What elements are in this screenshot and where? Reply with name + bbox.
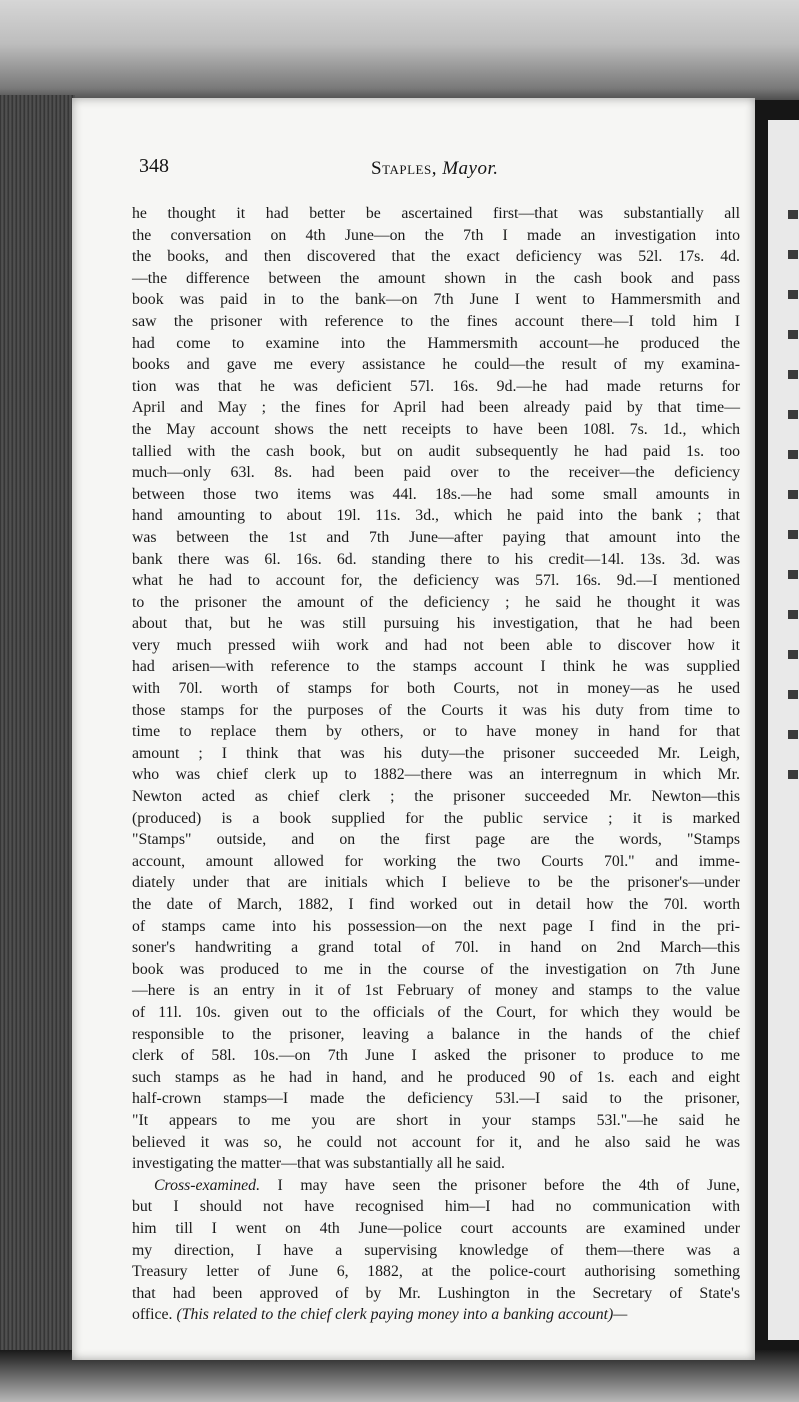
- cross-examined-lead: Cross-examined.: [154, 1176, 261, 1194]
- header-name: Staples,: [371, 158, 437, 179]
- text-line: to the prisoner the amount of the deficiency ; he said he thought it was: [132, 593, 740, 611]
- cross-examination-lines: [132, 1196, 740, 1304]
- cross-examination-paragraph: [132, 1175, 740, 1326]
- text-line: believed it was so, he could not account for it, and he also said he was: [132, 1133, 740, 1151]
- text-line: book was paid in to the bank—on 7th June I went to Hammersmith and: [132, 291, 740, 309]
- page-header: [139, 155, 729, 187]
- facing-page-fragment: [768, 120, 799, 1340]
- page-number: 348: [139, 155, 169, 177]
- text-line: book was produced to me in the course of the investigation on 7th June: [132, 960, 740, 978]
- text-line: my direction, I have a supervising knowledge of them—there was a: [132, 1241, 740, 1259]
- text-line: soner's handwriting a grand total of 70l. in hand on 2nd March—this: [132, 939, 740, 957]
- text-line: —the difference between the amount shown in the cash book and pass: [132, 269, 740, 287]
- book-page-edges-left: [0, 95, 75, 1365]
- text-line: the May account shows the nett receipts to have been 108l. 7s. 1d., which: [132, 420, 740, 438]
- text-line: "It appears to me you are short in your stamps 53l."—he said he: [132, 1111, 740, 1129]
- text-line: much—only 63l. 8s. had been paid over to the receiver—the deficiency: [132, 464, 740, 482]
- text-line: very much pressed wiih work and had not been able to discover how it: [132, 636, 740, 654]
- running-head: [371, 158, 499, 180]
- text-line: half-crown stamps—I made the deficiency 53l.—I said to the prisoner,: [132, 1090, 740, 1108]
- text-line: those stamps for the purposes of the Courts it was his duty from time to: [132, 701, 740, 719]
- text-line: the date of March, 1882, I find worked out in detail how the 70l. worth: [132, 896, 740, 913]
- text-line: that had been approved of by Mr. Lushington in the Secretary of State's: [132, 1284, 740, 1302]
- text-line: Treasury letter of June 6, 1882, at the police-court authorising something: [132, 1263, 740, 1281]
- text-line: diately under that are initials which I believe to be the prisoner's—under: [132, 874, 740, 892]
- final-text: office.: [132, 1306, 177, 1324]
- page-body: [132, 203, 740, 1326]
- testimony-paragraph: [132, 203, 740, 1175]
- text-line: April and May ; the fines for April had been already paid by that time—: [132, 399, 740, 417]
- text-line-rest: I may have seen the prisoner before the 4th of June,: [260, 1176, 740, 1194]
- text-line: tallied with the cash book, but on audit subsequently he had paid 1s. too: [132, 442, 740, 460]
- header-role: Mayor.: [442, 158, 499, 179]
- text-line: such stamps as he had in hand, and he produced 90 of 1s. each and eight: [132, 1068, 740, 1086]
- text-line: the books, and then discovered that the exact deficiency was 52l. 17s. 4d.: [132, 248, 740, 266]
- text-line: was between the 1st and 7th June—after paying that amount into the: [132, 528, 740, 546]
- text-line: investigating the matter—that was substantially all he said.: [132, 1155, 505, 1173]
- text-line: between those two items was 44l. 18s.—he had some small amounts in: [132, 485, 740, 503]
- text-line: of 11l. 10s. given out to the officials of the Court, for which they would be: [132, 1003, 740, 1021]
- text-line: about that, but he was still pursuing his investigation, that he had been: [132, 615, 740, 633]
- text-line: —here is an entry in it of 1st February of money and stamps to the value: [132, 982, 740, 1000]
- text-line: of stamps came into his possession—on the next page I find in the pri-: [132, 917, 740, 935]
- text-line: the conversation on 4th June—on the 7th I made an investigation into: [132, 226, 740, 244]
- text-line: what he had to account for, the deficiency was 57l. 16s. 9d.—I mentioned: [132, 572, 740, 590]
- text-line: (produced) is a book supplied for the public service ; it is marked: [132, 809, 740, 827]
- text-line: clerk of 58l. 10s.—on 7th June I asked the prisoner to produce to me: [132, 1047, 740, 1065]
- editorial-note: (This related to the chief clerk paying money into a banking account)—: [176, 1306, 628, 1324]
- text-line: responsible to the prisoner, leaving a balance in the hands of the chief: [132, 1025, 740, 1043]
- text-line-final: [132, 1304, 740, 1326]
- text-line: amount ; I think that was his duty—the prisoner succeeded Mr. Leigh,: [132, 744, 740, 762]
- scan-top-border: [0, 0, 799, 110]
- text-line: he thought it had better be ascertained first—that was substantially all: [132, 205, 740, 222]
- text-line: had come to examine into the Hammersmith account—he produced the: [132, 334, 740, 352]
- text-line: had arisen—with reference to the stamps account I think he was supplied: [132, 658, 740, 676]
- text-line: bank there was 6l. 16s. 6d. standing there to his credit—14l. 13s. 3d. was: [132, 550, 740, 568]
- text-line: with 70l. worth of stamps for both Courts, not in money—as he used: [132, 680, 740, 698]
- text-line: time to replace them by others, or to have money in hand for that: [132, 723, 740, 741]
- text-line: him till I went on 4th June—police court accounts are examined under: [132, 1219, 740, 1237]
- text-line: saw the prisoner with reference to the fines account there—I told him I: [132, 312, 740, 330]
- text-line: books and gave me every assistance he could—the result of my examina-: [132, 356, 740, 374]
- text-line: Newton acted as chief clerk ; the prisoner succeeded Mr. Newton—this: [132, 788, 740, 806]
- text-line: who was chief clerk up to 1882—there was an interregnum in which Mr.: [132, 766, 740, 784]
- text-line: hand amounting to about 19l. 11s. 3d., which he paid into the bank ; that: [132, 507, 740, 525]
- book-page: [72, 98, 755, 1360]
- text-line: account, amount allowed for working the two Courts 70l." and imme-: [132, 852, 740, 870]
- text-line: "Stamps" outside, and on the first page are the words, "Stamps: [132, 831, 740, 849]
- text-line: tion was that he was deficient 57l. 16s. 9d.—he had made returns for: [132, 377, 740, 395]
- text-line: but I should not have recognised him—I had no communication with: [132, 1198, 740, 1216]
- text-line: [132, 1175, 740, 1197]
